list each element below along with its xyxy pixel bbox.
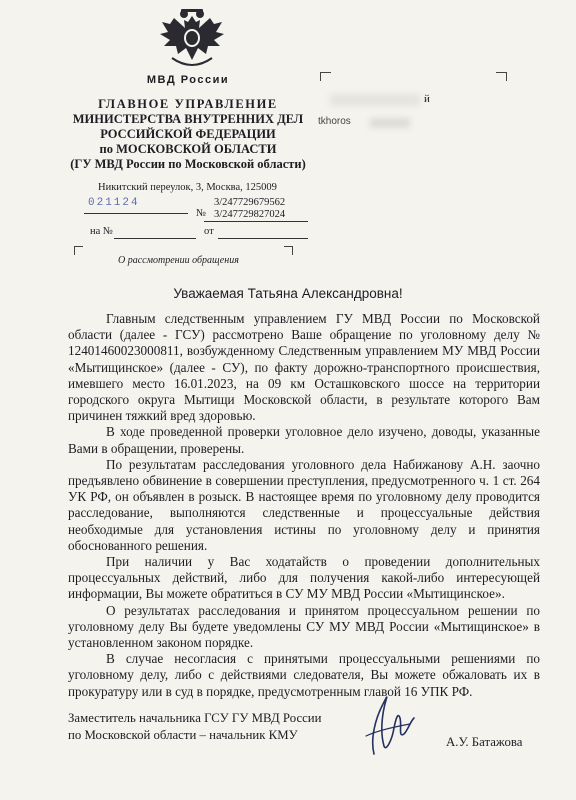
greeting: Уважаемая Татьяна Александровна! [173, 286, 403, 301]
from-label: от [204, 226, 214, 237]
recipient-corner-left [320, 72, 331, 81]
body-paragraph-5: О результатах расследования и принятом процессуальном решении по уголовному делу Вы будете уведомлены СУ МУ МВД России «Мытищинское» в установленном законом порядке. [68, 602, 540, 651]
org-line-1: ГЛАВНОЕ УПРАВЛЕНИЕ [98, 97, 278, 111]
organization-name [58, 97, 318, 172]
subject-corner-right [284, 246, 293, 255]
signatory-title [68, 710, 322, 744]
body-paragraph-3: По результатам расследования уголовного дела Набижанову А.Н. заочно предъявлено обвинение в совершении преступления, предусмотренного ч. 1 ст. 264 УК РФ, он объявлен в розыск. В настоящее время по уголовному делу проводится расследование, выполняются следственные и процессуальные действия необходимые для установления истины по уголовному делу и принятия обоснованного решения. [68, 456, 540, 553]
body-paragraph-2: В ходе проведенной проверки уголовное дело изучено, доводы, указанные Вами в обращении, проверены. [68, 424, 540, 456]
recipient-line-1-suffix: й [424, 93, 430, 105]
org-line-4: по МОСКОВСКОЙ ОБЛАСТИ [99, 142, 277, 156]
number-underline [204, 221, 308, 222]
org-address: Никитский переулок, 3, Москва, 125009 [98, 182, 277, 193]
date-underline [84, 213, 188, 214]
recipient-email-fragment: tkhoros [318, 116, 351, 127]
redacted-recipient-email [370, 118, 410, 128]
signatory-title-line-1: Заместитель начальника ГСУ ГУ МВД России [68, 711, 322, 725]
mvd-emblem-icon [154, 8, 230, 74]
letter-body [68, 311, 540, 700]
body-paragraph-4: При наличии у Вас ходатайств о проведении дополнительных процессуальных действий, либо для получения какой-либо интересующей информации, Вы можете обратиться в СУ МУ МВД России «Мытищинское». [68, 554, 540, 602]
org-line-3: РОССИЙСКОЙ ФЕДЕРАЦИИ [100, 127, 276, 141]
reg-number-2: 3/247729827024 [214, 209, 286, 220]
org-line-5: (ГУ МВД России по Московской области) [70, 157, 306, 171]
on-no-underline [114, 238, 196, 239]
signatory-title-line-2: по Московской области – начальник КМУ [68, 728, 298, 742]
from-underline [218, 238, 308, 239]
org-line-2: МИНИСТЕРСТВА ВНУТРЕННИХ ДЕЛ [72, 112, 304, 126]
no-symbol: № [196, 208, 207, 219]
subject-line: О рассмотрении обращения [118, 255, 239, 266]
body-paragraph-6: В случае несогласия с принятыми процессуальными решениями по уголовному делу, либо с действиями следователя, Вы можете обжаловать их в прокуратуру или в суд в порядке, предусмотренным главой 16 УПК РФ. [68, 651, 540, 699]
signatory-name: А.У. Батажова [446, 735, 523, 749]
on-no-label: на № [90, 226, 113, 237]
reg-number-1: 3/247729679562 [214, 197, 286, 208]
subject-corner-left [74, 246, 83, 255]
outgoing-stamp-number: 021124 [88, 197, 140, 209]
redacted-recipient-name [330, 94, 420, 106]
recipient-corner-right [496, 72, 507, 81]
body-paragraph-1: Главным следственным управлением ГУ МВД России по Московской области (далее - ГСУ) рассмотрено Ваше обращение по уголовному делу № 12401460023000811, возбужденному Следственным управлением МУ МВД России «Мытищинское» (далее - СУ), по факту дорожно-транспортного происшествия, имевшего место 16.01.2023, на 09 км Осташковского шоссе на территории городского округа Мытищи Московской области, в результате которого Вам причинен тяжкий вред здоровью. [68, 311, 540, 424]
agency-short-name: МВД России [146, 74, 230, 86]
handwritten-signature-icon [352, 688, 432, 758]
